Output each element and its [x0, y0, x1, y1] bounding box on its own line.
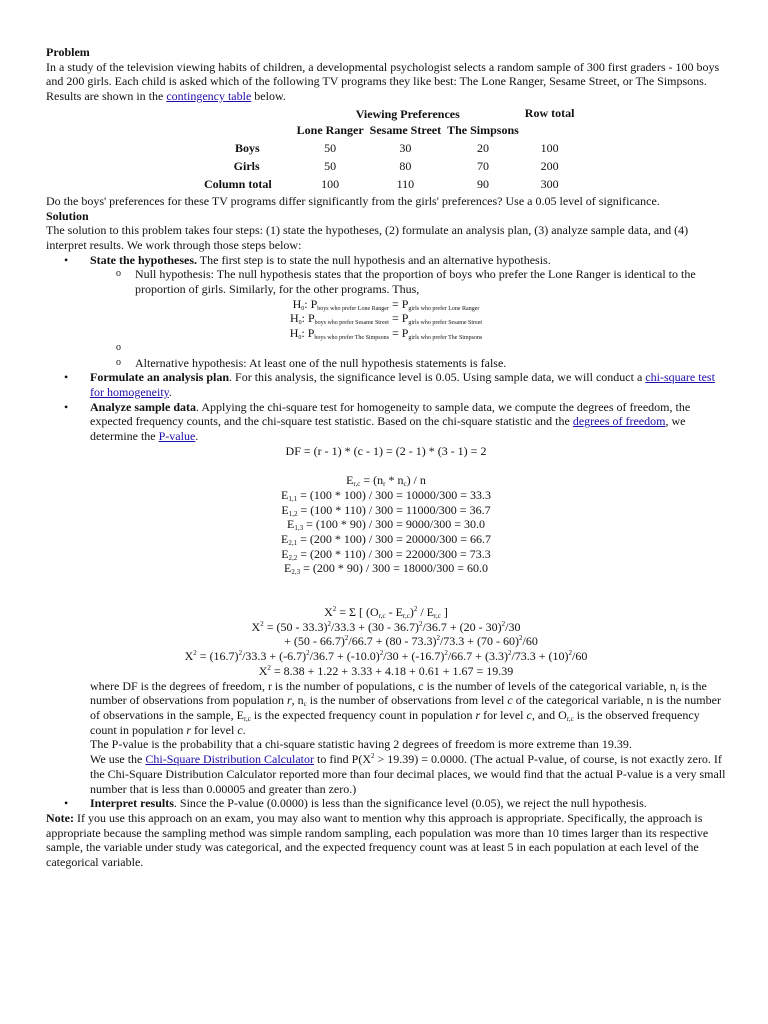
subscript: r,c	[378, 612, 386, 621]
chi-square-equation: $X^2 = (50 - 33.3)^2/33.3 + (30 - 36.7)^2/36.7 + (20 - 30)^2/30$	[251, 619, 521, 634]
question-text: Do the boys' preferences for these TV programs differ significantly from the girls' preferences? Use a 0.05 level of significance.	[46, 193, 660, 208]
table-cell-total: 200	[540, 159, 559, 174]
expected-count-equation: $E_{2,2} = (200 * 110) / 300 = 22000/300 = 73.3$	[281, 546, 491, 562]
solution-intro: The solution to this problem takes four steps: (1) state the hypotheses, (2) formulate an analysis plan, (3) analyze sample data, and (4) interpret results. We work through those steps below:	[46, 223, 689, 252]
subscript: r,c	[402, 612, 410, 621]
expected-count-equation: $E_{2,1} = (200 * 100) / 300 = 20000/300 = 66.7$	[280, 531, 492, 547]
table-cell: 110	[396, 177, 415, 192]
step-text: . Since the P-value (0.0000) is less than the significance level (0.05), we reject the null hypothesis.	[173, 796, 647, 811]
null-hypothesis-text: Null hypothesis: The null hypothesis states that the proportion of boys who prefer the Lone Ranger is identical to the proportion of girls. Similarly, for the other programs. Thus,	[135, 267, 696, 297]
subscript: girls who prefer Lone Ranger	[408, 305, 480, 312]
superscript: 2	[267, 663, 271, 672]
table-group-header-row	[201, 104, 577, 122]
subscript: boys who prefer Sesame Street	[314, 320, 389, 327]
italic-var: r	[475, 708, 481, 722]
expected-count-equation: $E_{1,1} = (100 * 100) / 300 = 10000/300 = 33.3$	[280, 487, 492, 503]
subscript: r,c	[434, 612, 441, 621]
chi-square-equation: $X^2 = (16.7)^2/33.3 + (-6.7)^2/36.7 + (-10.0)^2/30 + (-16.7)^2/66.7 + (3.3)^2/73.3 + (10)^2/60$	[184, 649, 588, 664]
superscript: 2	[306, 649, 310, 658]
chi-square-equations	[46, 605, 726, 679]
table-cell: 80	[399, 159, 412, 174]
subscript: girls who prefer Sesame Street	[408, 320, 483, 327]
contingency-table	[201, 104, 577, 194]
document	[46, 45, 726, 870]
table-cell: 20	[476, 141, 489, 156]
col-header-simpsons: The Simpsons	[447, 123, 519, 138]
expected-counts	[46, 473, 726, 576]
superscript: 2	[193, 649, 197, 658]
step-state-hypotheses	[46, 253, 726, 268]
subscript: 2,1	[288, 538, 298, 547]
subscript: r,c	[566, 715, 574, 723]
subscript: c	[303, 700, 307, 709]
solution-heading: Solution	[46, 208, 89, 223]
step-interpret-results	[46, 796, 726, 811]
step-title: Formulate an analysis plan	[90, 370, 230, 385]
bullet-icon: •	[64, 252, 69, 267]
table-cell: 50	[324, 159, 337, 174]
row-label-column-total: Column total	[204, 177, 272, 192]
step-formulate-plan: • Formulate an analysis plan. For this analysis, the significance level is 0.05. Using sample data, we will conduct a chi-square test for homogeneity.	[64, 370, 715, 399]
calculator-link[interactable]: Chi-Square Distribution Calculator	[145, 752, 314, 767]
italic-var: c	[507, 693, 513, 708]
subscript: 0	[298, 335, 302, 342]
h0-equation: $H_0$: $P_{boys who prefer The Simpsons} = P_{girls who prefer The Simpsons}$	[289, 326, 483, 342]
table-cell: 90	[476, 177, 489, 192]
bullet-icon: •	[64, 370, 69, 385]
expected-count-equation: $E_{r,c} = (n_r * n_c) / n$	[346, 473, 426, 489]
superscript: 2	[371, 752, 375, 761]
col-header-lone-ranger: Lone Ranger	[296, 123, 364, 138]
contingency-table-link[interactable]: contingency table	[166, 89, 252, 104]
note-text: If you use this approach on an exam, you may also want to mention why this approach is appropriate. Specifically, the approach is appropriate because the sampling method was simple random sampling, each population was more than 10 times larger than its respective sample, the variable under study was categorical, and the expected frequency count was at least 5 in each population at each level of the categorical variable.	[46, 810, 709, 870]
p-value-link[interactable]: P-value	[158, 429, 196, 444]
subscript: c	[403, 480, 407, 489]
bullet-icon: •	[64, 399, 69, 414]
subscript: 1,2	[288, 509, 298, 518]
chi-square-equation: $X^2 = \Sigma$ [ $(O_{r,c} - E_{r,c})^2 / E_{r,c}$ ]	[324, 605, 448, 621]
problem-text	[46, 60, 726, 104]
superscript: 2	[436, 634, 440, 643]
step-title: State the hypotheses.	[90, 252, 197, 267]
italic-var: c	[526, 708, 532, 722]
subscript: 0	[301, 305, 305, 312]
step-title: Analyze sample data	[90, 399, 196, 414]
superscript: 2	[327, 619, 331, 628]
table-row	[201, 176, 577, 194]
circle-bullet-icon: o	[116, 341, 121, 353]
step-text: The first step is to state the null hypothesis and an alternative hypothesis.	[197, 252, 551, 267]
row-total-header: Row total	[524, 105, 575, 120]
table-cell-total: 100	[540, 141, 559, 156]
superscript: 2	[419, 619, 423, 628]
table-column-header-row	[201, 122, 577, 140]
subscript: r,c	[353, 480, 361, 489]
circle-bullet-icon: o	[116, 356, 121, 368]
subscript: 2,3	[291, 568, 301, 577]
table-row	[201, 140, 577, 158]
empty-sub-item	[46, 341, 726, 356]
superscript: 2	[379, 649, 384, 658]
calculator-text: We use the Chi-Square Distribution Calculator to find $P(X^2 > 19.39) = 0.0000$. (The actual P-value, of course, is not exactly zero. If the Chi-Square Distribution Calculator reported more than four decimal places, we would find that the actual P-value is a very small number that is less than 0.00005 and greater than zero.)	[90, 752, 726, 796]
row-label-girls: Girls	[233, 159, 260, 174]
subscript: 1,1	[288, 494, 298, 503]
problem-text-body: In a study of the television viewing habits of children, a developmental psychologist selects a random sample of 300 first graders - 100 boys and 200 girls. Each child is asked which of the following TV programs they like best: The Lone Ranger, Sesame Street, or The Simpsons. Results are shown in the	[46, 59, 720, 104]
alternative-hypothesis-item	[46, 356, 726, 371]
italic-var: r	[186, 722, 191, 737]
step-analyze-data: • Analyze sample data. Applying the chi-square test for homogeneity to sample data, we compute the degrees of freedom, the expected frequency counts, and the chi-square test statistic. Based on the chi-square statistic and the degrees of freedom, we determine the P-value.	[64, 399, 691, 444]
problem-heading: Problem	[46, 45, 90, 59]
expected-count-equation: $E_{1,3} = (100 * 90) / 300 = 9000/300 = 30.0$	[286, 517, 486, 533]
subscript: r	[675, 685, 679, 694]
h0-equations	[46, 297, 726, 341]
chi-square-equation: + (50 - 66.7)$^2$/66.7 + (80 - 73.3)$^2$/73.3 + (70 - 60)$^2$/60	[284, 634, 538, 649]
superscript: 2	[332, 605, 337, 614]
superscript: 2	[238, 649, 243, 658]
table-cell: 30	[399, 141, 412, 156]
viewing-preferences-header: Viewing Preferences	[355, 107, 460, 122]
df-equation: DF = (r - 1) * (c - 1) = (2 - 1) * (3 - 1) = 2	[285, 443, 487, 458]
subscript: r	[383, 480, 386, 489]
degrees-of-freedom-link[interactable]: degrees of freedom	[572, 414, 666, 429]
note-paragraph	[46, 811, 726, 870]
chi-square-test-link[interactable]: chi-square test for homogeneity	[90, 370, 715, 399]
superscript: 2	[568, 649, 573, 658]
superscript: 2	[260, 619, 264, 628]
superscript: 2	[344, 634, 349, 643]
subscript: boys who prefer Lone Ranger	[317, 305, 389, 312]
where-definitions: where DF is the degrees of freedom, r is the number of populations, c is the number of levels of the categorical variable, $n_r$ is the number of observations from population r, $n_c$ is the number of observations from level c of the categorical variable, n is the number of observations in the sample, $E_{r,c}$ is the expected frequency count in population r for level c, and $O_{r,c}$ is the observed frequency count in population r for level c.	[90, 678, 721, 737]
h0-equation: $H_0$: $P_{boys who prefer Lone Ranger} = P_{girls who prefer Lone Ranger}$	[292, 296, 480, 312]
superscript: 2	[501, 619, 506, 628]
subscript: 2,2	[288, 553, 298, 562]
subscript: 0	[298, 320, 302, 327]
alternative-hypothesis-text: Alternative hypothesis: At least one of the null hypothesis statements is false.	[135, 355, 507, 370]
null-hypothesis-item	[46, 267, 726, 296]
step-text: . Applying the chi-square test for homogeneity to sample data, we compute the degrees of freedom, the expected frequency counts, and the chi-square test statistic. Based on the chi-square statistic and the	[90, 399, 691, 429]
superscript: 2	[507, 649, 512, 658]
p-value-definition: The P-value is the probability that a chi-square statistic having 2 degrees of freedom is more extreme than 19.39.	[90, 737, 632, 752]
step-text: . For this analysis, the significance level is 0.05. Using sample data, we will conduct a	[229, 370, 646, 385]
superscript: 2	[444, 649, 448, 658]
chi-square-equation: $X^2 = 8.38 + 1.22 + 3.33 + 4.18 + 0.61 + 1.67 = 19.39$	[258, 663, 514, 678]
italic-var: r	[286, 693, 292, 708]
h0-equation: $H_0$: $P_{boys who prefer Sesame Street} = P_{girls who prefer Sesame Street}$	[289, 311, 483, 327]
subscript: boys who prefer The Simpsons	[314, 335, 389, 342]
expected-count-equation: $E_{1,2} = (100 * 110) / 300 = 11000/300 = 36.7$	[281, 502, 491, 518]
table-row	[201, 158, 577, 176]
superscript: 2	[519, 634, 523, 643]
table-cell: 70	[476, 159, 489, 174]
col-header-sesame-street: Sesame Street	[369, 123, 442, 138]
table-cell: 100	[321, 177, 340, 192]
bullet-icon: •	[64, 796, 69, 811]
superscript: 2	[413, 605, 418, 614]
subscript: r,c	[243, 715, 251, 723]
table-cell: 50	[324, 141, 337, 156]
expected-count-equation: $E_{2,3} = (200 * 90) / 300 = 18000/300 = 60.0$	[283, 561, 489, 577]
subscript: 1,3	[294, 524, 304, 533]
table-cell-total: 300	[540, 177, 559, 192]
row-label-boys: Boys	[234, 141, 260, 156]
subscript: girls who prefer The Simpsons	[408, 335, 483, 342]
step-title: Interpret results	[90, 796, 174, 811]
note-label: Note:	[46, 810, 74, 825]
italic-var: c	[237, 722, 243, 737]
problem-text-tail: below.	[251, 89, 286, 104]
circle-bullet-icon: o	[116, 268, 121, 280]
